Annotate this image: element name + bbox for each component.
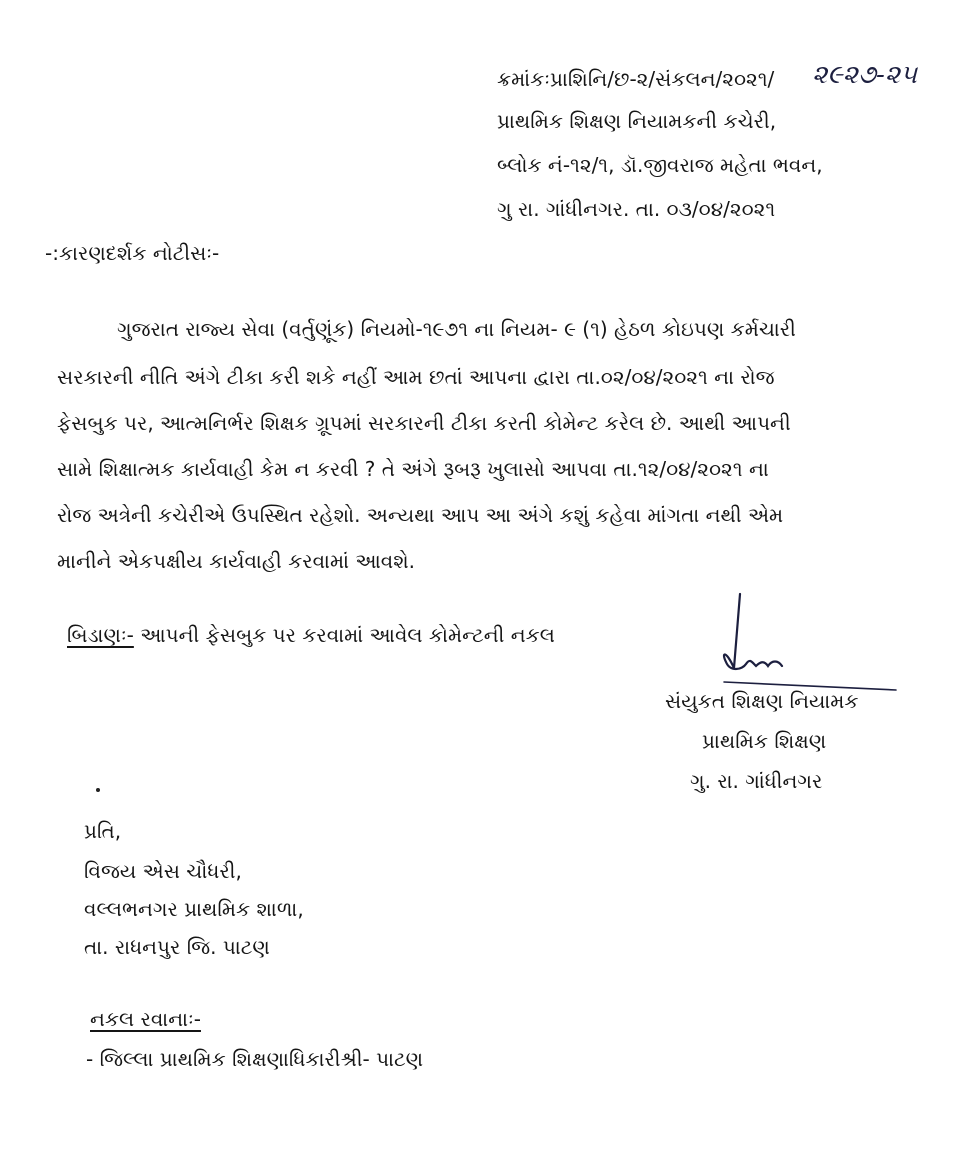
body-line: રોજ અત્રેની કચેરીએ ઉપસ્થિત રહેશો. અન્યથા આપ આ અંગે કશું કહેવા માંગતા નથી એમ <box>57 503 784 527</box>
reference-number-handwritten: ૨૯૨૭-૨૫ <box>812 60 918 90</box>
body-line: સામે શિક્ષાત્મક કાર્યવાહી કેમ ન કરવી ? તે અંગે રૂબરૂ ખુલાસો આપવા તા.૧૨/૦૪/૨૦૨૧ ના <box>57 457 769 481</box>
signatory-title: સંયુકત શિક્ષણ નિયામક <box>665 689 859 713</box>
body-line: સરકારની નીતિ અંગે ટીકા કરી શકે નહીં આમ છતાં આપના દ્વારા તા.૦૨/૦૪/૨૦૨૧ ના રોજ <box>57 365 775 389</box>
signatory-place: ગુ. રા. ગાંધીનગર <box>690 769 823 793</box>
recipient-school: વલ્લભનગર પ્રાથમિક શાળા, <box>84 897 304 921</box>
recipient-taluka: તા. રાધનપુર જિ. પાટણ <box>84 935 270 959</box>
notice-subject: -:કારણદર્શક નોટીસઃ- <box>45 241 220 265</box>
city-and-date: ગુ રા. ગાંધીનગર. તા. ૦૩/૦૪/૨૦૨૧ <box>497 197 776 221</box>
recipient-to: પ્રતિ, <box>84 819 122 843</box>
recipient-name: વિજય એસ ચૌધરી, <box>84 859 242 883</box>
enclosure-label: બિડાણઃ- <box>67 623 134 647</box>
handwritten-signature <box>716 590 906 700</box>
body-line: માનીને એકપક્ષીય કાર્યવાહી કરવામાં આવશે. <box>57 549 416 573</box>
enclosure-text: આપની ફેસબુક પર કરવામાં આવેલ કોમેન્ટની નકલ <box>133 623 555 647</box>
signatory-department: પ્રાથમિક શિક્ષણ <box>702 729 827 753</box>
office-name: પ્રાથમિક શિક્ષણ નિયામકની કચેરી, <box>497 109 777 133</box>
body-line: ફેસબુક પર, આત્મનિર્ભર શિક્ષક ગ્રૂપમાં સરકારની ટીકા કરતી કોમેન્ટ કરેલ છે. આથી આપની <box>57 411 791 435</box>
body-line: ગુજરાત રાજ્ય સેવા (વર્તુણૂંક) નિયમો-૧૯૭૧ ના નિયમ- ૯ (૧) હેઠળ કોઇપણ કર્મચારી <box>117 317 796 341</box>
copy-label: નકલ રવાનાઃ- <box>90 1007 201 1031</box>
office-address: બ્લોક નં-૧૨/૧, ડૉ.જીવરાજ મહેતા ભવન, <box>497 153 823 177</box>
reference-number-printed: ક્રમાંકઃપ્રાશિનિ/છ-૨/સંકલન/૨૦૨૧/ <box>497 67 775 91</box>
stray-mark <box>96 788 100 792</box>
reference-number <box>497 66 774 92</box>
copy-recipient: - જિલ્લા પ્રાથમિક શિક્ષણાધિકારીશ્રી- પાટણ <box>86 1047 424 1071</box>
enclosure <box>67 622 555 648</box>
